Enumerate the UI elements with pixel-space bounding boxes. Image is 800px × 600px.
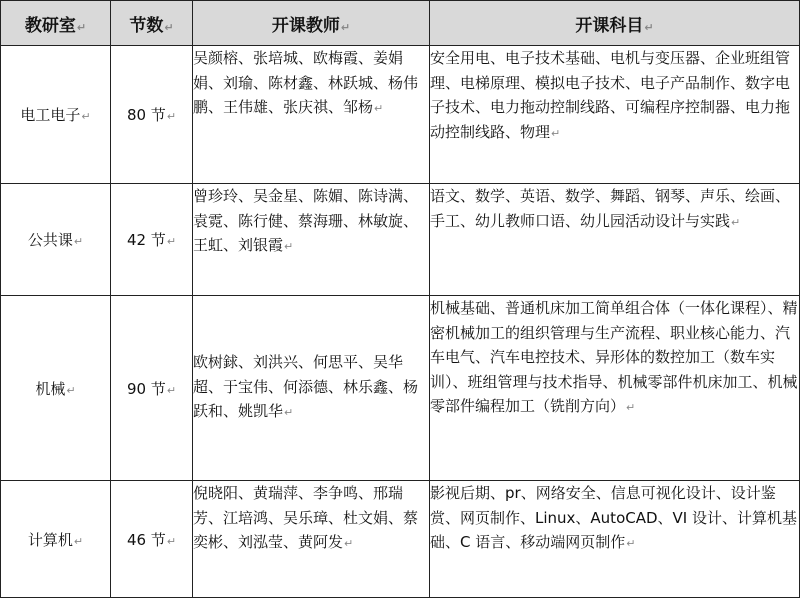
header-department	[1, 1, 111, 46]
header-hours-label: 节数	[129, 15, 164, 36]
subjects-list: 机械基础、普通机床加工简单组合体（一体化课程）、精密机械加工的组织管理与生产流程、职业核心能力、汽车电气、汽车电控技术、异形体的数控加工（数车实训）、班组管理与技术指导、机械零部件机床加工、机械零部件编程加工（铣削方向）	[430, 299, 798, 415]
paragraph-mark-icon: ↵	[166, 110, 177, 123]
header-teachers-label: 开课教师	[271, 15, 340, 36]
paragraph-mark-icon: ↵	[344, 537, 354, 550]
teachers-list: 欧树銶、刘洪兴、何思平、吴华超、于宝伟、何添德、林乐鑫、杨跃和、姚凯华	[193, 353, 419, 421]
hours-value: 90 节	[126, 379, 166, 398]
header-hours	[111, 1, 193, 46]
department-name: 机械	[35, 379, 66, 398]
hours-cell	[111, 184, 193, 296]
teachers-cell	[193, 296, 430, 481]
department-name: 公共课	[27, 231, 73, 249]
paragraph-mark-icon: ↵	[626, 401, 636, 414]
subjects-list: 语文、数学、英语、数学、舞蹈、钢琴、声乐、绘画、手工、幼儿教师口语、幼儿园活动设计与实践	[430, 187, 791, 230]
paragraph-mark-icon: ↵	[166, 383, 177, 397]
paragraph-mark-icon: ↵	[76, 20, 87, 34]
table-row	[1, 46, 800, 184]
paragraph-mark-icon: ↵	[551, 126, 561, 140]
table-row	[1, 481, 800, 598]
hours-value: 46 节	[126, 530, 166, 549]
subjects-cell	[430, 481, 800, 598]
paragraph-mark-icon: ↵	[166, 534, 177, 548]
paragraph-mark-icon: ↵	[626, 537, 636, 550]
teachers-cell	[193, 481, 430, 598]
teachers-cell	[193, 184, 430, 296]
department-name: 电工电子	[20, 106, 81, 124]
paragraph-mark-icon: ↵	[731, 215, 741, 229]
department-cell	[1, 46, 111, 184]
hours-cell	[111, 46, 193, 184]
paragraph-mark-icon: ↵	[644, 20, 654, 34]
teachers-list: 曾珍玲、吴金星、陈媚、陈诗满、袁霓、陈行健、蔡海珊、林敏旋、王虹、刘银霞	[193, 187, 419, 254]
paragraph-mark-icon: ↵	[284, 406, 294, 420]
table-row	[1, 184, 800, 296]
paragraph-mark-icon: ↵	[340, 20, 351, 34]
subjects-cell	[430, 296, 800, 481]
table-row	[1, 296, 800, 481]
header-subjects-label: 开课科目	[575, 15, 644, 36]
hours-value: 42 节	[126, 231, 166, 249]
header-teachers	[193, 1, 430, 46]
subjects-list: 安全用电、电子技术基础、电机与变压器、企业班组管理、电梯原理、模拟电子技术、电子产品制作、数字电子技术、电力拖动控制线路、可编程序控制器、电力拖动控制线路、物理	[430, 49, 791, 141]
paragraph-mark-icon: ↵	[164, 20, 174, 34]
paragraph-mark-icon: ↵	[374, 102, 384, 115]
paragraph-mark-icon: ↵	[66, 383, 76, 397]
subjects-list: 影视后期、pr、网络安全、信息可视化设计、设计鉴赏、网页制作、Linux、AutoCAD、VI 设计、计算机基础、C 语言、移动端网页制作	[430, 484, 797, 551]
paragraph-mark-icon: ↵	[73, 534, 84, 548]
header-subjects	[430, 1, 800, 46]
teachers-list: 倪晓阳、黄瑞萍、李争鸣、邢瑞芳、江培鸿、吴乐璋、杜文娟、蔡奕彬、刘泓莹、黄阿发	[193, 484, 419, 551]
paragraph-mark-icon: ↵	[73, 235, 84, 248]
paragraph-mark-icon: ↵	[81, 110, 91, 123]
department-name: 计算机	[27, 530, 73, 549]
hours-cell	[111, 481, 193, 598]
hours-cell	[111, 296, 193, 481]
header-row	[1, 1, 800, 46]
department-cell	[1, 296, 111, 481]
header-department-label: 教研室	[24, 15, 76, 36]
department-cell	[1, 481, 111, 598]
paragraph-mark-icon: ↵	[166, 235, 177, 248]
subjects-cell	[430, 184, 800, 296]
subjects-cell	[430, 46, 800, 184]
department-cell	[1, 184, 111, 296]
hours-value: 80 节	[126, 106, 166, 124]
teachers-cell	[193, 46, 430, 184]
paragraph-mark-icon: ↵	[284, 240, 294, 253]
teachers-list: 吴颜榕、张培城、欧梅霞、姜娟娟、刘瑜、陈材鑫、林跃城、杨伟鹏、王伟雄、张庆祺、邹杨	[193, 49, 419, 116]
